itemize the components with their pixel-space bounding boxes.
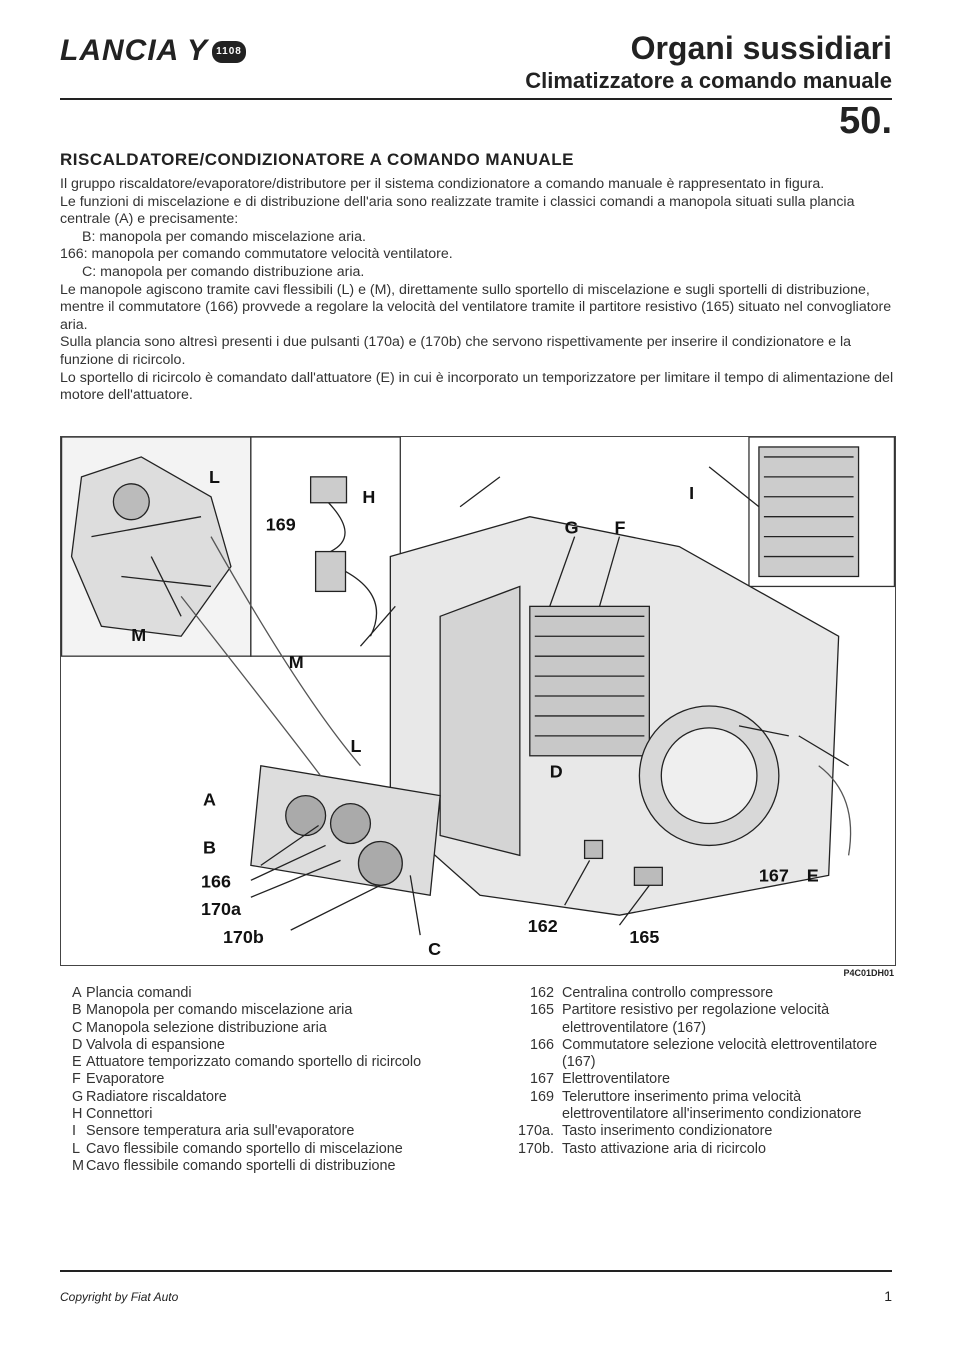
legend-item [508,985,898,1002]
paragraph: Il gruppo riscaldatore/evaporatore/distributore per il sistema condizionatore a comando manuale è rappresentato in figura. [60,176,825,192]
page-subtitle: Climatizzatore a comando manuale [525,68,892,93]
legend-item [72,1002,472,1019]
callout-L: L [350,735,362,756]
legend-item [72,1089,472,1106]
legend-text: Plancia comandi [86,985,192,1001]
legend-item [508,1002,898,1037]
page-number: 1 [884,1288,892,1304]
legend-key: A [72,985,82,1001]
legend-right [508,985,898,1158]
legend-item [508,1141,898,1158]
paragraph: C: manopola per comando distribuzione aria. [82,263,365,280]
legend-text: Evaporatore [86,1071,165,1088]
figure-code: P4C01DH01 [843,968,894,978]
footer-divider [60,1270,892,1272]
legend-key: C [72,1019,83,1036]
legend-text: Valvola di espansione [86,1036,225,1053]
legend-item [508,1089,898,1124]
legend-key: I [72,1123,76,1140]
legend-text: Cavo flessibile comando sportelli di distribuzione [86,1157,396,1174]
callout-166: 166 [201,871,231,892]
legend-item [72,1141,472,1158]
callout-C: C [428,939,442,960]
legend-text: Partitore resistivo per regolazione velocità elettroventilatore (167) [562,1002,830,1036]
legend-text: Teleruttore inserimento prima velocità elettroventilatore all'inserimento condizionatore [562,1088,862,1123]
brand-logo: LANCIA Y 1108 [60,34,246,68]
legend-key: 165 [529,1002,554,1019]
legend-key: D [72,1036,83,1053]
legend-text: Connettori [86,1106,153,1123]
legend-key: 170b. [517,1140,554,1157]
legend-key: L [72,1140,81,1157]
body-text [60,176,896,405]
callout-169: 169 [265,514,296,535]
legend-item [72,1123,472,1140]
legend-item [508,1037,898,1072]
paragraph: Le manopole agiscono tramite cavi flessibili (L) e (M), direttamente sullo sportello di miscelazione e sugli sportelli di distribuzione, mentre il commutatore (166) provvede a regolare la velocità del ventilatore tramite il partitore resistivo (165) situato nel convogliatore aria. [60,281,892,333]
section-number: 50. [839,100,892,142]
legend-text: Tasto inserimento condizionatore [562,1123,773,1140]
legend-key: 162 [529,985,554,1001]
legend-text: Radiatore riscaldatore [86,1088,227,1105]
paragraph: Lo sportello di ricircolo è comandato dall'attuatore (E) in cui è incorporato un temporizzatore per limitare il tempo di alimentazione del motore dell'attuatore. [60,369,894,404]
callout-M-inset: M [131,625,147,646]
legend-key: E [72,1054,82,1071]
paragraph: Le funzioni di miscelazione e di distribuzione dell'aria sono realizzate tramite i classici comandi a manopola situati sulla plancia centrale (A) e precisamente: [60,193,855,228]
legend-item [72,1037,472,1054]
callout-D: D [549,761,563,782]
legend-item [72,1071,472,1088]
legend-text: Cavo flessibile comando sportello di miscelazione [86,1140,403,1157]
legend-left [72,985,472,1175]
legend-key: 167 [529,1071,554,1088]
callout-165: 165 [629,927,660,948]
hvac-assembly-figure [60,436,896,966]
legend-text: Elettroventilatore [562,1071,670,1088]
paragraph: B: manopola per comando miscelazione aria. [82,228,366,245]
legend-text: Commutatore selezione velocità elettroventilatore (167) [562,1036,878,1071]
legend-text: Manopola per comando miscelazione aria [86,1002,353,1019]
legend-text: Centralina controllo compressore [562,985,774,1001]
legend-text: Attuatore temporizzato comando sportello di ricircolo [86,1054,422,1071]
legend-key: B [72,1002,82,1019]
legend-item [72,985,472,1002]
callout-M: M [288,652,304,673]
copyright: Copyright by Fiat Auto [60,1290,179,1304]
callout-H: H [362,486,376,507]
callout-167: 167 [758,865,789,886]
legend-item [72,1158,472,1175]
callout-A: A [203,789,216,810]
section-title: RISCALDATORE/CONDIZIONATORE A COMANDO MANUALE [60,150,574,169]
brand-badge: 1108 [212,41,246,63]
callout-170a: 170a [201,899,241,920]
legend-item [72,1020,472,1037]
paragraph: Sulla plancia sono altresì presenti i due pulsanti (170a) e (170b) che servono rispettivamente per inserire il condizionatore e la funzione di ricircolo. [60,334,852,368]
legend-text: Tasto attivazione aria di ricircolo [562,1140,766,1157]
callout-F: F [614,517,626,538]
paragraph: 166: manopola per comando commutatore velocità ventilatore. [60,246,453,263]
legend-text: Manopola selezione distribuzione aria [86,1019,327,1036]
legend-item [72,1054,472,1071]
callout-L-inset: L [209,466,220,487]
legend-key: 169 [529,1088,554,1105]
legend-key: G [72,1088,84,1105]
page-title: Organi sussidiari [630,30,892,66]
callout-B: B [203,837,216,858]
legend-text: Sensore temperatura aria sull'evaporatore [86,1123,355,1140]
callout-I: I [689,482,695,503]
hvac-diagram [61,437,895,965]
legend-item [508,1123,898,1140]
callout-G: G [564,517,579,538]
legend-key: 166 [529,1036,554,1053]
legend-key: H [72,1106,83,1123]
legend-key: 170a. [517,1123,554,1140]
callout-E: E [806,865,819,886]
legend-key: F [72,1071,81,1088]
legend-item [72,1106,472,1123]
callout-170b: 170b [222,927,264,948]
legend-item [508,1071,898,1088]
legend-key: M [72,1157,84,1174]
callout-162: 162 [527,916,558,937]
header-divider [60,98,892,100]
